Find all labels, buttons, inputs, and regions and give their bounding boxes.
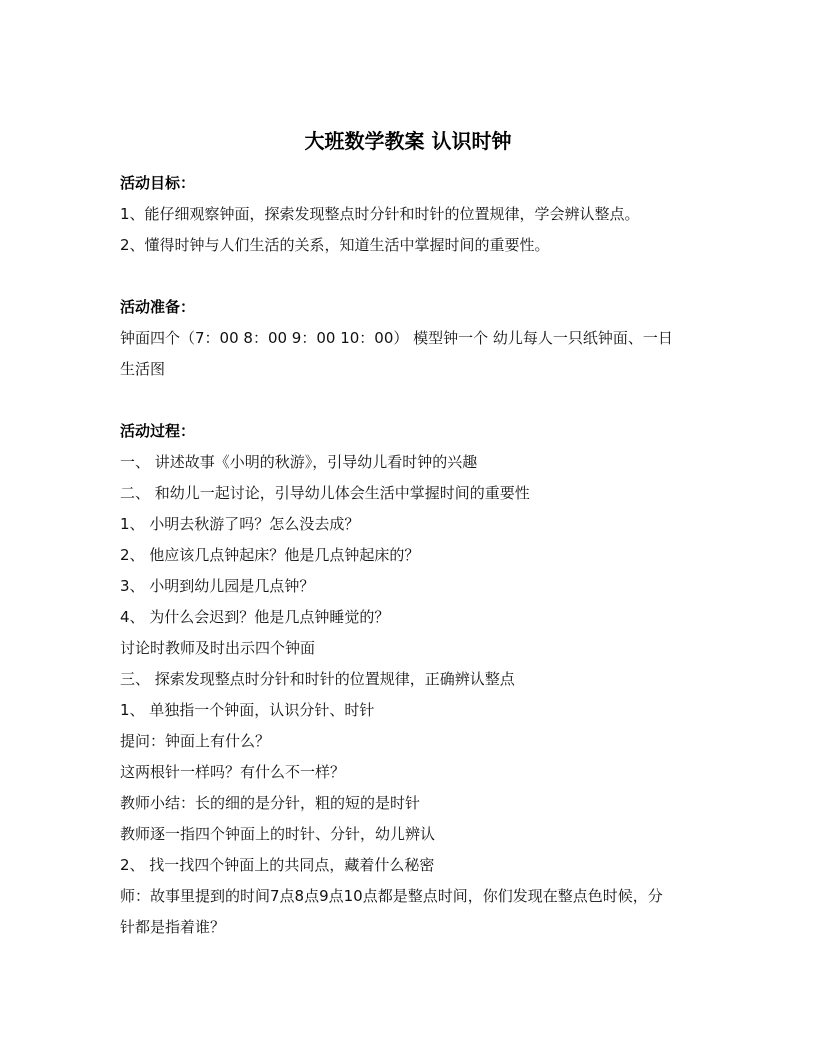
document-body [120, 168, 700, 943]
section-heading-goals: 活动目标： [120, 174, 196, 192]
spacer [120, 261, 700, 292]
process-line: 3、 小明到幼儿园是几点钟？ [120, 577, 315, 595]
process-line: 4、 为什么会迟到？他是几点钟睡觉的？ [120, 608, 390, 626]
process-line: 提问：钟面上有什么？ [120, 732, 271, 750]
process-line: 一、 讲述故事《小明的秋游》，引导幼儿看时钟的兴趣 [120, 453, 478, 471]
process-line: 师：故事里提到的时间7点8点9点10点都是整点时间，你们发现在整点色时候，分 [120, 887, 663, 905]
spacer [120, 385, 700, 416]
process-line: 2、 他应该几点钟起床？他是几点钟起床的？ [120, 546, 420, 564]
process-line: 教师逐一指四个钟面上的时针、分针，幼儿辨认 [120, 825, 436, 843]
process-line: 1、 小明去秋游了吗？怎么没去成？ [120, 515, 360, 533]
process-line: 三、 探索发现整点时分针和时针的位置规律，正确辨认整点 [120, 670, 515, 688]
process-line: 2、 找一找四个钟面上的共同点，藏着什么秘密 [120, 856, 435, 874]
document-title: 大班数学教案 认识时钟 [304, 129, 512, 153]
goal-item: 1、能仔细观察钟面，探索发现整点时分针和时针的位置规律，学会辨认整点。 [120, 205, 640, 223]
process-line: 讨论时教师及时出示四个钟面 [120, 639, 316, 657]
process-line: 教师小结：长的细的是分针，粗的短的是时针 [120, 794, 421, 812]
preparation-line: 钟面四个（7：00 8：00 9：00 10：00） 模型钟一个 幼儿每人一只纸钟面、一日 [120, 329, 673, 347]
process-line: 这两根针一样吗？有什么不一样？ [120, 763, 346, 781]
process-line: 二、 和幼儿一起讨论，引导幼儿体会生活中掌握时间的重要性 [120, 484, 530, 502]
process-line: 1、 单独指一个钟面，认识分针、时针 [120, 701, 375, 719]
process-line: 针都是指着谁？ [120, 918, 226, 936]
section-heading-process: 活动过程： [120, 422, 196, 440]
preparation-line: 生活图 [120, 360, 166, 378]
section-heading-preparation: 活动准备： [120, 298, 196, 316]
goal-item: 2、懂得时钟与人们生活的关系，知道生活中掌握时间的重要性。 [120, 236, 550, 254]
